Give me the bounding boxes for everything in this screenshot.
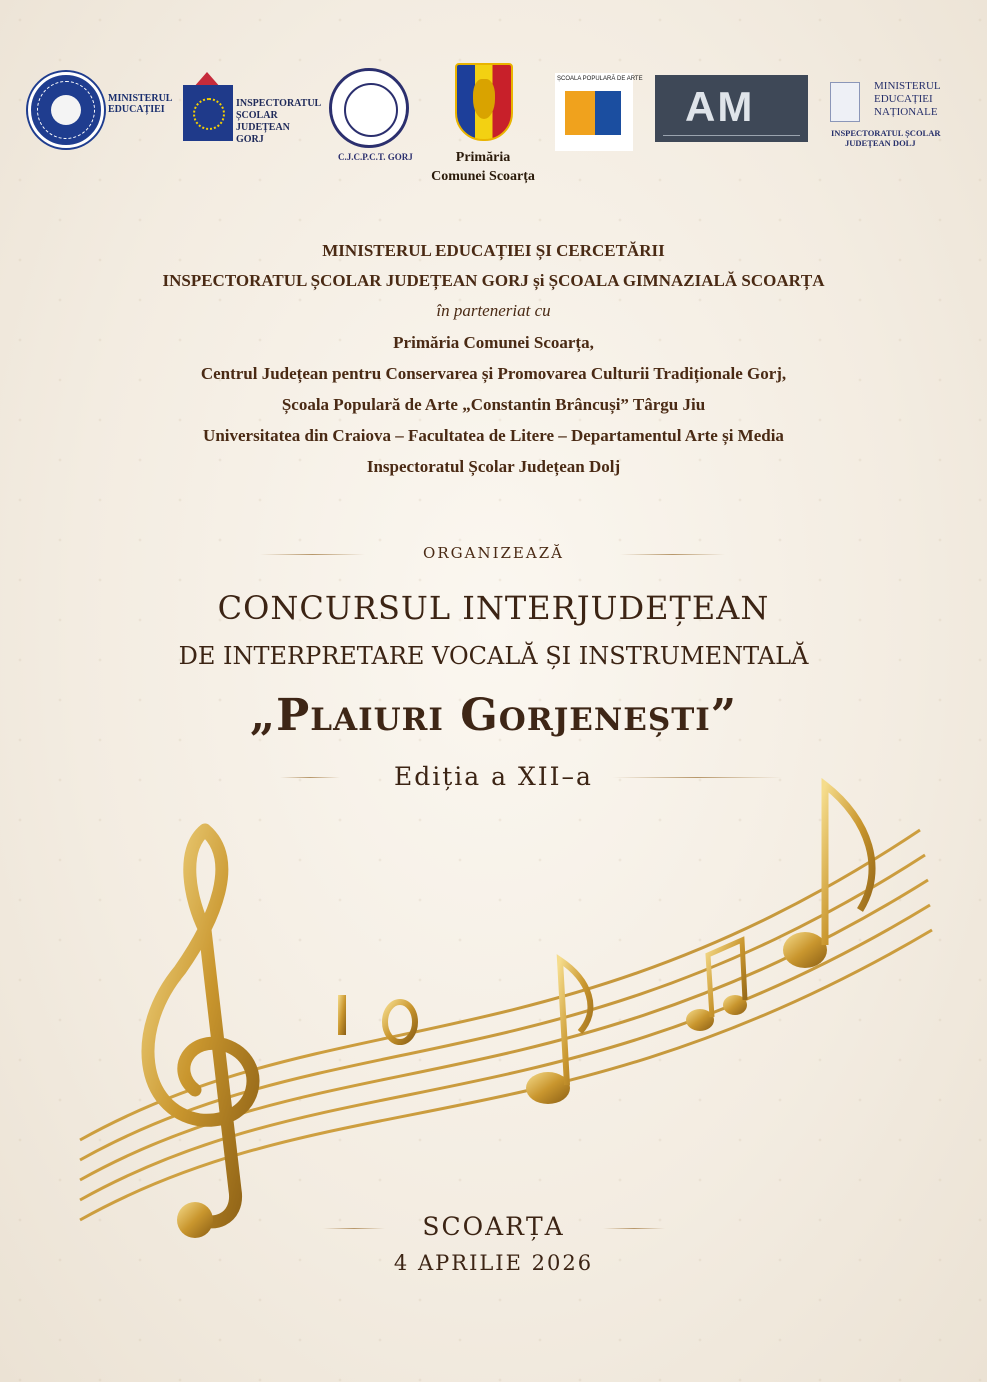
men-label: MINISTERUL EDUCAȚIEI NAȚIONALE [874, 80, 941, 118]
quarter-note-head-icon [526, 1072, 570, 1104]
ministerul-educatiei-nationale-logo [830, 82, 860, 122]
music-staff-illustration [0, 770, 987, 1240]
partner-2: Centrul Județean pentru Conservarea și Promovarea Culturii Tradiționale Gorj, [200, 364, 787, 383]
departament-arte-media-logo: AM [655, 75, 808, 142]
edition-label: Ediția a XII–a [394, 762, 593, 791]
partner-4: Universitatea din Craiova – Facultatea de Litere – Departamentul Arte și Media [203, 426, 784, 445]
guvernul-romaniei-logo [28, 72, 104, 148]
scoala-populara-arte-logo: ȘCOALA POPULARĂ DE ARTE [555, 73, 633, 151]
primaria-label: Primăria Comunei Scoarța [431, 150, 535, 184]
eighth-note-stem-icon [560, 960, 590, 1085]
partner-5: Inspectoratul Școlar Județean Dolj [366, 457, 621, 476]
header-line-1: MINISTERUL EDUCAȚIEI ȘI CERCETĂRII [322, 241, 665, 260]
event-title-line-2: DE INTERPRETARE VOCALĂ ȘI INSTRUMENTALĂ [178, 642, 809, 670]
cjcpct-gorj-logo [329, 68, 409, 148]
isj-gorj-label: INSPECTORATUL ȘCOLAR JUDEȚEAN GORJ [236, 98, 322, 145]
primaria-coat-of-arms [455, 63, 513, 141]
organizes-label: ORGANIZEAZĂ [423, 544, 564, 562]
event-title-line-1: CONCURSUL INTERJUDEȚEAN [217, 589, 770, 627]
isj-gorj-logo [183, 70, 233, 140]
ministerul-educatiei-label: MINISTERUL EDUCAȚIEI [108, 93, 173, 115]
header-line-2: INSPECTORATUL ȘCOLAR JUDEȚEAN GORJ și ȘCOALA GIMNAZIALĂ SCOARȚA [162, 271, 825, 290]
event-date: 4 APRILIE 2026 [393, 1251, 594, 1275]
treble-clef-icon [148, 830, 253, 1222]
event-name: „Plaiuri Gorjenești” [249, 690, 738, 741]
isj-dolj-label: INSPECTORATUL ȘCOLAR JUDEȚEAN DOLJ [831, 128, 941, 148]
high-note-head-icon [783, 932, 827, 968]
partner-3: Școala Populară de Arte „Constantin Brâncuși” Târgu Jiu [281, 395, 706, 414]
cjcpct-gorj-label: C.J.C.P.C.T. GORJ [338, 152, 413, 162]
location: SCOARȚA [422, 1212, 565, 1241]
partner-1: Primăria Comunei Scoarța, [393, 333, 594, 352]
staff-lines [80, 830, 932, 1220]
sharp-icon [338, 995, 346, 1035]
partnership-label: în parteneriat cu [436, 301, 551, 320]
